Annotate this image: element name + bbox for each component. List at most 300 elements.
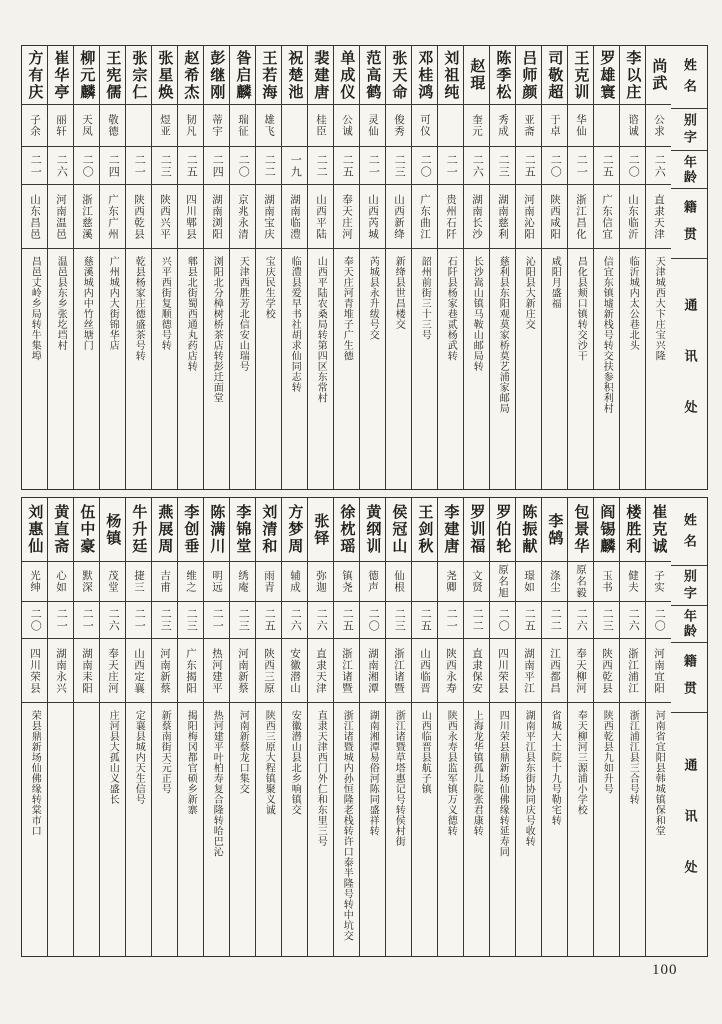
age-cell: 二三: [230, 602, 255, 639]
origin-cell: 广东广州: [100, 185, 125, 249]
alias-cell: 奎元: [464, 105, 489, 147]
name-cell: 陈满川: [204, 498, 229, 562]
age-cell: 二五: [516, 602, 541, 639]
entry-column: [593, 46, 619, 489]
address-cell: 河南新蔡龙口集交: [237, 710, 249, 794]
name-cell: 陈季松: [490, 46, 515, 105]
entry-column: [333, 46, 359, 489]
entry-column: [541, 46, 567, 489]
name-cell: 罗伯轮: [490, 498, 515, 562]
address-cell: 浏阳北分樟树桥茶店转彭迁面堂: [211, 256, 223, 403]
origin-cell: 山东临沂: [620, 185, 645, 249]
name-cell: 黄纲训: [360, 498, 385, 562]
name-cell: 司敬超: [542, 46, 567, 105]
address-cell: 温邑县东乡张圪垱村: [55, 256, 67, 351]
name-cell: 王宪儒: [100, 46, 125, 105]
origin-cell: 河南新蔡: [230, 639, 255, 703]
header-origin: 籍贯: [671, 189, 707, 259]
name-cell: 柳元麟: [74, 46, 99, 105]
entry-column: [515, 46, 541, 489]
address-cell: 临澧县爱早书社胡求仙同志转: [289, 256, 301, 393]
address-cell: 揭阳梅冈都官硕乡新寨: [185, 710, 197, 815]
age-cell: 二六: [308, 602, 333, 639]
entry-column: [47, 498, 73, 956]
origin-cell: 山东昌邑: [22, 185, 47, 249]
alias-cell: 韧凡: [178, 105, 203, 147]
alias-cell: 俊秀: [386, 105, 411, 147]
alias-cell: 灵仙: [360, 105, 385, 147]
age-cell: 二〇: [490, 602, 515, 639]
address-cell: 湖南湘潭易俗河陈同盛祥转: [367, 710, 379, 836]
alias-cell: 丽轩: [48, 105, 73, 147]
origin-cell: 浙江浦江: [620, 639, 645, 703]
origin-cell: 浙江诸暨: [386, 639, 411, 703]
address-cell: 荣县鼎新场仙佛缘转棠市口: [29, 710, 41, 836]
address-cell: 奉天庄河青堆子广生德: [341, 256, 353, 361]
header-origin: 籍贯: [671, 643, 707, 713]
name-cell: 方有庆: [22, 46, 47, 105]
origin-cell: 山西临晋: [412, 639, 437, 703]
page-number: 100: [652, 962, 678, 978]
alias-cell: [594, 105, 619, 147]
name-cell: 刘清和: [256, 498, 281, 562]
entry-column: [281, 498, 307, 956]
entry-column: [619, 46, 645, 489]
name-cell: 崔克诚: [646, 498, 671, 562]
alias-cell: 尧卿: [438, 562, 463, 602]
name-cell: 包景华: [568, 498, 593, 562]
origin-cell: 奉天庄河: [100, 639, 125, 703]
alias-cell: 默深: [74, 562, 99, 602]
entry-column: [437, 498, 463, 956]
name-cell: 陈振献: [516, 498, 541, 562]
age-cell: 二〇: [230, 147, 255, 185]
alias-cell: 文贤: [464, 562, 489, 602]
alias-cell: 雨青: [256, 562, 281, 602]
age-cell: 二六: [100, 602, 125, 639]
origin-cell: 奉天庄河: [334, 185, 359, 249]
origin-cell: 陕西兴平: [152, 185, 177, 249]
age-cell: 二一: [438, 602, 463, 639]
address-cell: [74, 703, 99, 956]
origin-cell: 湖南长沙: [464, 185, 489, 249]
alias-cell: [438, 105, 463, 147]
alias-cell: 天凤: [74, 105, 99, 147]
entry-column: [22, 498, 47, 956]
name-cell: 单成仪: [334, 46, 359, 105]
origin-cell: 京兆永清: [230, 185, 255, 249]
age-cell: 二三: [178, 602, 203, 639]
address-cell: 新蔡南街天元正号: [159, 710, 171, 794]
entry-column: [645, 46, 671, 489]
address-cell: 热河建平叶柏寿复合隆转哈巴沁: [211, 710, 223, 857]
header-addr: 通讯处: [682, 758, 698, 911]
alias-cell: 原名毅: [568, 562, 593, 602]
alias-cell: 于卓: [542, 105, 567, 147]
entry-column: [203, 498, 229, 956]
entry-column: [255, 498, 281, 956]
age-cell: 二一: [204, 602, 229, 639]
origin-cell: 浙江诸暨: [334, 639, 359, 703]
age-cell: 二五: [256, 602, 281, 639]
entry-column: [203, 46, 229, 489]
age-cell: 二〇: [74, 147, 99, 185]
age-cell: 二二: [464, 602, 489, 639]
origin-cell: 陕西咸阳: [542, 185, 567, 249]
origin-cell: 山西定襄: [126, 639, 151, 703]
origin-cell: 陕西永寿: [438, 639, 463, 703]
entry-column: [411, 498, 437, 956]
alias-cell: 亚斋: [516, 105, 541, 147]
name-cell: 王克训: [568, 46, 593, 105]
name-cell: 昝启麟: [230, 46, 255, 105]
entry-column: [177, 498, 203, 956]
directory-table-top: [21, 45, 708, 490]
name-cell: 张宗仁: [126, 46, 151, 105]
origin-cell: 陕西三原: [256, 639, 281, 703]
alias-cell: 涤尘: [542, 562, 567, 602]
origin-cell: 河南温邑: [48, 185, 73, 249]
name-cell: 尚武: [646, 46, 671, 105]
alias-cell: 雄飞: [256, 105, 281, 147]
origin-cell: 陕西乾县: [594, 639, 619, 703]
age-cell: 二六: [568, 602, 593, 639]
age-cell: 二〇: [360, 602, 385, 639]
address-cell: 长沙嵩山镇马鞍山邮局转: [471, 256, 483, 372]
alias-cell: 德声: [360, 562, 385, 602]
address-cell: 临沂城内太公巷北头: [627, 256, 639, 351]
entry-column: [359, 46, 385, 489]
age-cell: 二〇: [22, 602, 47, 639]
age-cell: 二三: [594, 602, 619, 639]
entry-column: [99, 498, 125, 956]
entry-column: [411, 46, 437, 489]
alias-cell: 绣庵: [230, 562, 255, 602]
entry-column: [73, 498, 99, 956]
age-cell: 二五: [594, 147, 619, 185]
entry-column: [645, 498, 671, 956]
address-cell: 新绛县世昌楼交: [393, 256, 405, 330]
name-cell: 祝楚池: [282, 46, 307, 105]
name-cell: 李鹄: [542, 498, 567, 562]
address-cell: 山西平陆农桑局转第四区东常村: [315, 256, 327, 403]
entry-column: [437, 46, 463, 489]
address-cell: 上海龙华镇孤儿院张君康转: [471, 710, 483, 836]
address-cell: 广州城内大街锦华店: [107, 256, 119, 351]
entry-column: [307, 498, 333, 956]
age-cell: 二〇: [412, 147, 437, 185]
age-cell: 二一: [22, 147, 47, 185]
origin-cell: 山西芮城: [360, 185, 385, 249]
name-cell: 李建唐: [438, 498, 463, 562]
name-cell: 阎锡麟: [594, 498, 619, 562]
alias-cell: 蒂宇: [204, 105, 229, 147]
name-cell: 罗雄寰: [594, 46, 619, 105]
origin-cell: 四川荣县: [22, 639, 47, 703]
name-cell: 黄直斋: [48, 498, 73, 562]
entry-column: [489, 46, 515, 489]
alias-cell: 华仙: [568, 105, 593, 147]
address-cell: 宝庆民生学校: [263, 256, 275, 319]
origin-cell: 广东揭阳: [178, 639, 203, 703]
address-cell: 奉天柳河三源浦小学校: [575, 710, 587, 815]
origin-cell: 江西都昌: [542, 639, 567, 703]
entry-column: [359, 498, 385, 956]
address-cell: 湖南平江县东街协同庆号收转: [523, 710, 535, 847]
name-cell: 罗训福: [464, 498, 489, 562]
address-cell: 庄河县大孤山义盛长: [107, 710, 119, 805]
name-cell: 张天命: [386, 46, 411, 105]
name-cell: 牛升廷: [126, 498, 151, 562]
origin-cell: 河南新蔡: [152, 639, 177, 703]
age-cell: 二二: [256, 147, 281, 185]
age-cell: 二二: [542, 602, 567, 639]
origin-cell: 热河建平: [204, 639, 229, 703]
name-cell: 方梦周: [282, 498, 307, 562]
name-cell: 李以庄: [620, 46, 645, 105]
address-cell: 昌化县颊口镇转交沙干: [575, 256, 587, 361]
entry-column: [177, 46, 203, 489]
address-cell: 浙江浦江县三合号转: [627, 710, 639, 805]
address-cell: 天津城西大卞庄宝兴隆: [653, 256, 665, 361]
age-cell: 二五: [516, 147, 541, 185]
origin-cell: 安徽潜山: [282, 639, 307, 703]
age-cell: 二三: [490, 147, 515, 185]
age-cell: 二一: [48, 602, 73, 639]
origin-cell: 直隶天津: [646, 185, 671, 249]
age-cell: 二六: [646, 147, 671, 185]
header-age: 年龄: [671, 151, 707, 189]
alias-cell: 维之: [178, 562, 203, 602]
entry-column: [515, 498, 541, 956]
entry-column: [463, 46, 489, 489]
address-cell: 陕西三原大程镇聚义诚: [263, 710, 275, 815]
directory-table-bottom: [21, 497, 708, 957]
origin-cell: 山西平陆: [308, 185, 333, 249]
age-cell: 二五: [178, 147, 203, 185]
alias-cell: 秀成: [490, 105, 515, 147]
address-cell: 山西临晋县航子镇: [419, 710, 431, 794]
entry-column: [619, 498, 645, 956]
entry-column: [385, 498, 411, 956]
alias-cell: 璟如: [516, 562, 541, 602]
name-cell: 邓桂鸿: [412, 46, 437, 105]
address-cell: 郫县北街蜀西通丸药店转: [185, 256, 197, 372]
address-cell: 陕西乾县九如升号: [601, 710, 613, 794]
alias-cell: 健夫: [620, 562, 645, 602]
name-cell: 吕师颜: [516, 46, 541, 105]
name-cell: 范高鹤: [360, 46, 385, 105]
address-cell: [48, 703, 73, 956]
name-cell: 彭继刚: [204, 46, 229, 105]
age-cell: 二〇: [620, 147, 645, 185]
age-cell: 二六: [282, 602, 307, 639]
entry-column: [73, 46, 99, 489]
origin-cell: 湖南宝庆: [256, 185, 281, 249]
address-cell: 定襄县城内天生信号: [133, 710, 145, 805]
name-cell: 刘祖纯: [438, 46, 463, 105]
address-cell: 天津西胜芳北信安山瑞号: [237, 256, 249, 372]
address-cell: 兴平西街复顺德号转: [159, 256, 171, 351]
age-cell: 二四: [204, 147, 229, 185]
age-cell: 二五: [334, 602, 359, 639]
alias-cell: 捷三: [126, 562, 151, 602]
origin-cell: 直隶天津: [308, 639, 333, 703]
age-cell: 二五: [334, 147, 359, 185]
age-cell: 二一: [360, 147, 385, 185]
entry-column: [47, 46, 73, 489]
age-cell: 二六: [48, 147, 73, 185]
origin-cell: 湖南耒阳: [74, 639, 99, 703]
origin-cell: 湖南浏阳: [204, 185, 229, 249]
address-cell: 石阡县杨家巷贰杨武转: [445, 256, 457, 361]
name-cell: 李创垂: [178, 498, 203, 562]
address-cell: 芮城县永升绂号交: [367, 256, 379, 340]
name-cell: 王若海: [256, 46, 281, 105]
alias-cell: 谘诚: [620, 105, 645, 147]
origin-cell: 湖南平江: [516, 639, 541, 703]
entry-column: [567, 498, 593, 956]
header-column: [671, 498, 707, 956]
origin-cell: 河南宜阳: [646, 639, 671, 703]
alias-cell: [282, 105, 307, 147]
name-cell: 楼胜利: [620, 498, 645, 562]
age-cell: 二一: [568, 147, 593, 185]
entry-column: [229, 46, 255, 489]
name-cell: 张铎: [308, 498, 333, 562]
age-cell: 二一: [438, 147, 463, 185]
entry-column: [567, 46, 593, 489]
origin-cell: 直隶保安: [464, 639, 489, 703]
name-cell: 崔华亭: [48, 46, 73, 105]
alias-cell: [412, 562, 437, 602]
header-name: 姓名: [671, 498, 707, 566]
age-cell: 二〇: [542, 147, 567, 185]
origin-cell: 湖南湘潭: [360, 639, 385, 703]
name-cell: 刘惠仙: [22, 498, 47, 562]
alias-cell: 子余: [22, 105, 47, 147]
alias-cell: 明远: [204, 562, 229, 602]
entry-column: [99, 46, 125, 489]
age-cell: 一九: [282, 147, 307, 185]
age-cell: 二三: [386, 147, 411, 185]
header-name: 姓名: [671, 46, 707, 109]
header-age: 年龄: [671, 606, 707, 643]
header-alias: 别字: [671, 109, 707, 151]
origin-cell: 浙江慈溪: [74, 185, 99, 249]
age-cell: 二一: [126, 602, 151, 639]
entry-column: [22, 46, 47, 489]
age-cell: 二四: [100, 147, 125, 185]
age-cell: 二一: [126, 147, 151, 185]
address-cell: 沁阳县大新庄交: [523, 256, 535, 330]
name-cell: 赵希杰: [178, 46, 203, 105]
alias-cell: 可仪: [412, 105, 437, 147]
age-cell: 二〇: [646, 602, 671, 639]
address-cell: 慈利县东阳观莫家桥莫艺浦家邮局: [497, 256, 509, 414]
origin-cell: 湖南永兴: [48, 639, 73, 703]
address-cell: 咸阳月盛福: [549, 256, 561, 309]
alias-cell: 光绅: [22, 562, 47, 602]
age-cell: 二三: [152, 147, 177, 185]
alias-cell: 仙根: [386, 562, 411, 602]
address-cell: 陕西永寿县监军镇万义德转: [445, 710, 457, 836]
name-cell: 杨镇: [100, 498, 125, 562]
name-cell: 张星焕: [152, 46, 177, 105]
age-cell: 二二: [308, 147, 333, 185]
entry-column: [385, 46, 411, 489]
alias-cell: 公诚: [334, 105, 359, 147]
alias-cell: [126, 105, 151, 147]
address-cell: 浙江诸暨草塔惠记号转侯村街: [393, 710, 405, 847]
entry-column: [125, 498, 151, 956]
alias-cell: 子实: [646, 562, 671, 602]
alias-cell: 公求: [646, 105, 671, 147]
alias-cell: 玉书: [594, 562, 619, 602]
entry-column: [255, 46, 281, 489]
name-cell: 徐枕瑶: [334, 498, 359, 562]
address-cell: 河南省宜阳县韩城镇保和堂: [653, 710, 665, 836]
age-cell: 二六: [464, 147, 489, 185]
origin-cell: 浙江昌化: [568, 185, 593, 249]
address-cell: 浙江诸暨城内孙恒隆老栈转许口泰半隆号转中坑交: [341, 710, 353, 941]
entry-column: [151, 46, 177, 489]
entry-column: [489, 498, 515, 956]
name-cell: 李锦堂: [230, 498, 255, 562]
address-cell: 慈溪城内中竹丝塘门: [81, 256, 93, 351]
entry-column: [307, 46, 333, 489]
alias-cell: 敬德: [100, 105, 125, 147]
address-cell: 省城大士院十九号勒宅转: [549, 710, 561, 826]
alias-cell: 镇尧: [334, 562, 359, 602]
origin-cell: 湖南慈利: [490, 185, 515, 249]
name-cell: 侯冠山: [386, 498, 411, 562]
entry-column: [125, 46, 151, 489]
name-cell: 王剑秋: [412, 498, 437, 562]
name-cell: 伍中豪: [74, 498, 99, 562]
header-addr: 通讯处: [682, 297, 698, 451]
origin-cell: 湖南临澧: [282, 185, 307, 249]
origin-cell: 广东信宜: [594, 185, 619, 249]
origin-cell: 贵州石阡: [438, 185, 463, 249]
origin-cell: 四川郫县: [178, 185, 203, 249]
age-cell: 二五: [412, 602, 437, 639]
alias-cell: 桂臣: [308, 105, 333, 147]
alias-cell: 弥迦: [308, 562, 333, 602]
name-cell: 裴建唐: [308, 46, 333, 105]
alias-cell: 辅成: [282, 562, 307, 602]
address-cell: 信宜东镇墟新栈号转交扶参积利村: [601, 256, 613, 414]
age-cell: 二一: [74, 602, 99, 639]
entry-column: [541, 498, 567, 956]
address-cell: 乾县杨家庄德盛茶号转: [133, 256, 145, 361]
alias-cell: 茂堂: [100, 562, 125, 602]
alias-cell: 煜亚: [152, 105, 177, 147]
entry-column: [229, 498, 255, 956]
alias-cell: 吉甫: [152, 562, 177, 602]
origin-cell: 山西新绛: [386, 185, 411, 249]
entry-column: [151, 498, 177, 956]
origin-cell: 河南沁阳: [516, 185, 541, 249]
age-cell: 二三: [386, 602, 411, 639]
age-cell: 二六: [620, 602, 645, 639]
alias-cell: 原名旭: [490, 562, 515, 602]
age-cell: 二三: [152, 602, 177, 639]
address-cell: 韶州前街三十三号: [419, 256, 431, 340]
address-cell: 昌邑丈岭乡局转牛集埠: [29, 256, 41, 361]
address-cell: 四川荣县鼎新场仙佛缘转延寿同: [497, 710, 509, 857]
origin-cell: 四川荣县: [490, 639, 515, 703]
